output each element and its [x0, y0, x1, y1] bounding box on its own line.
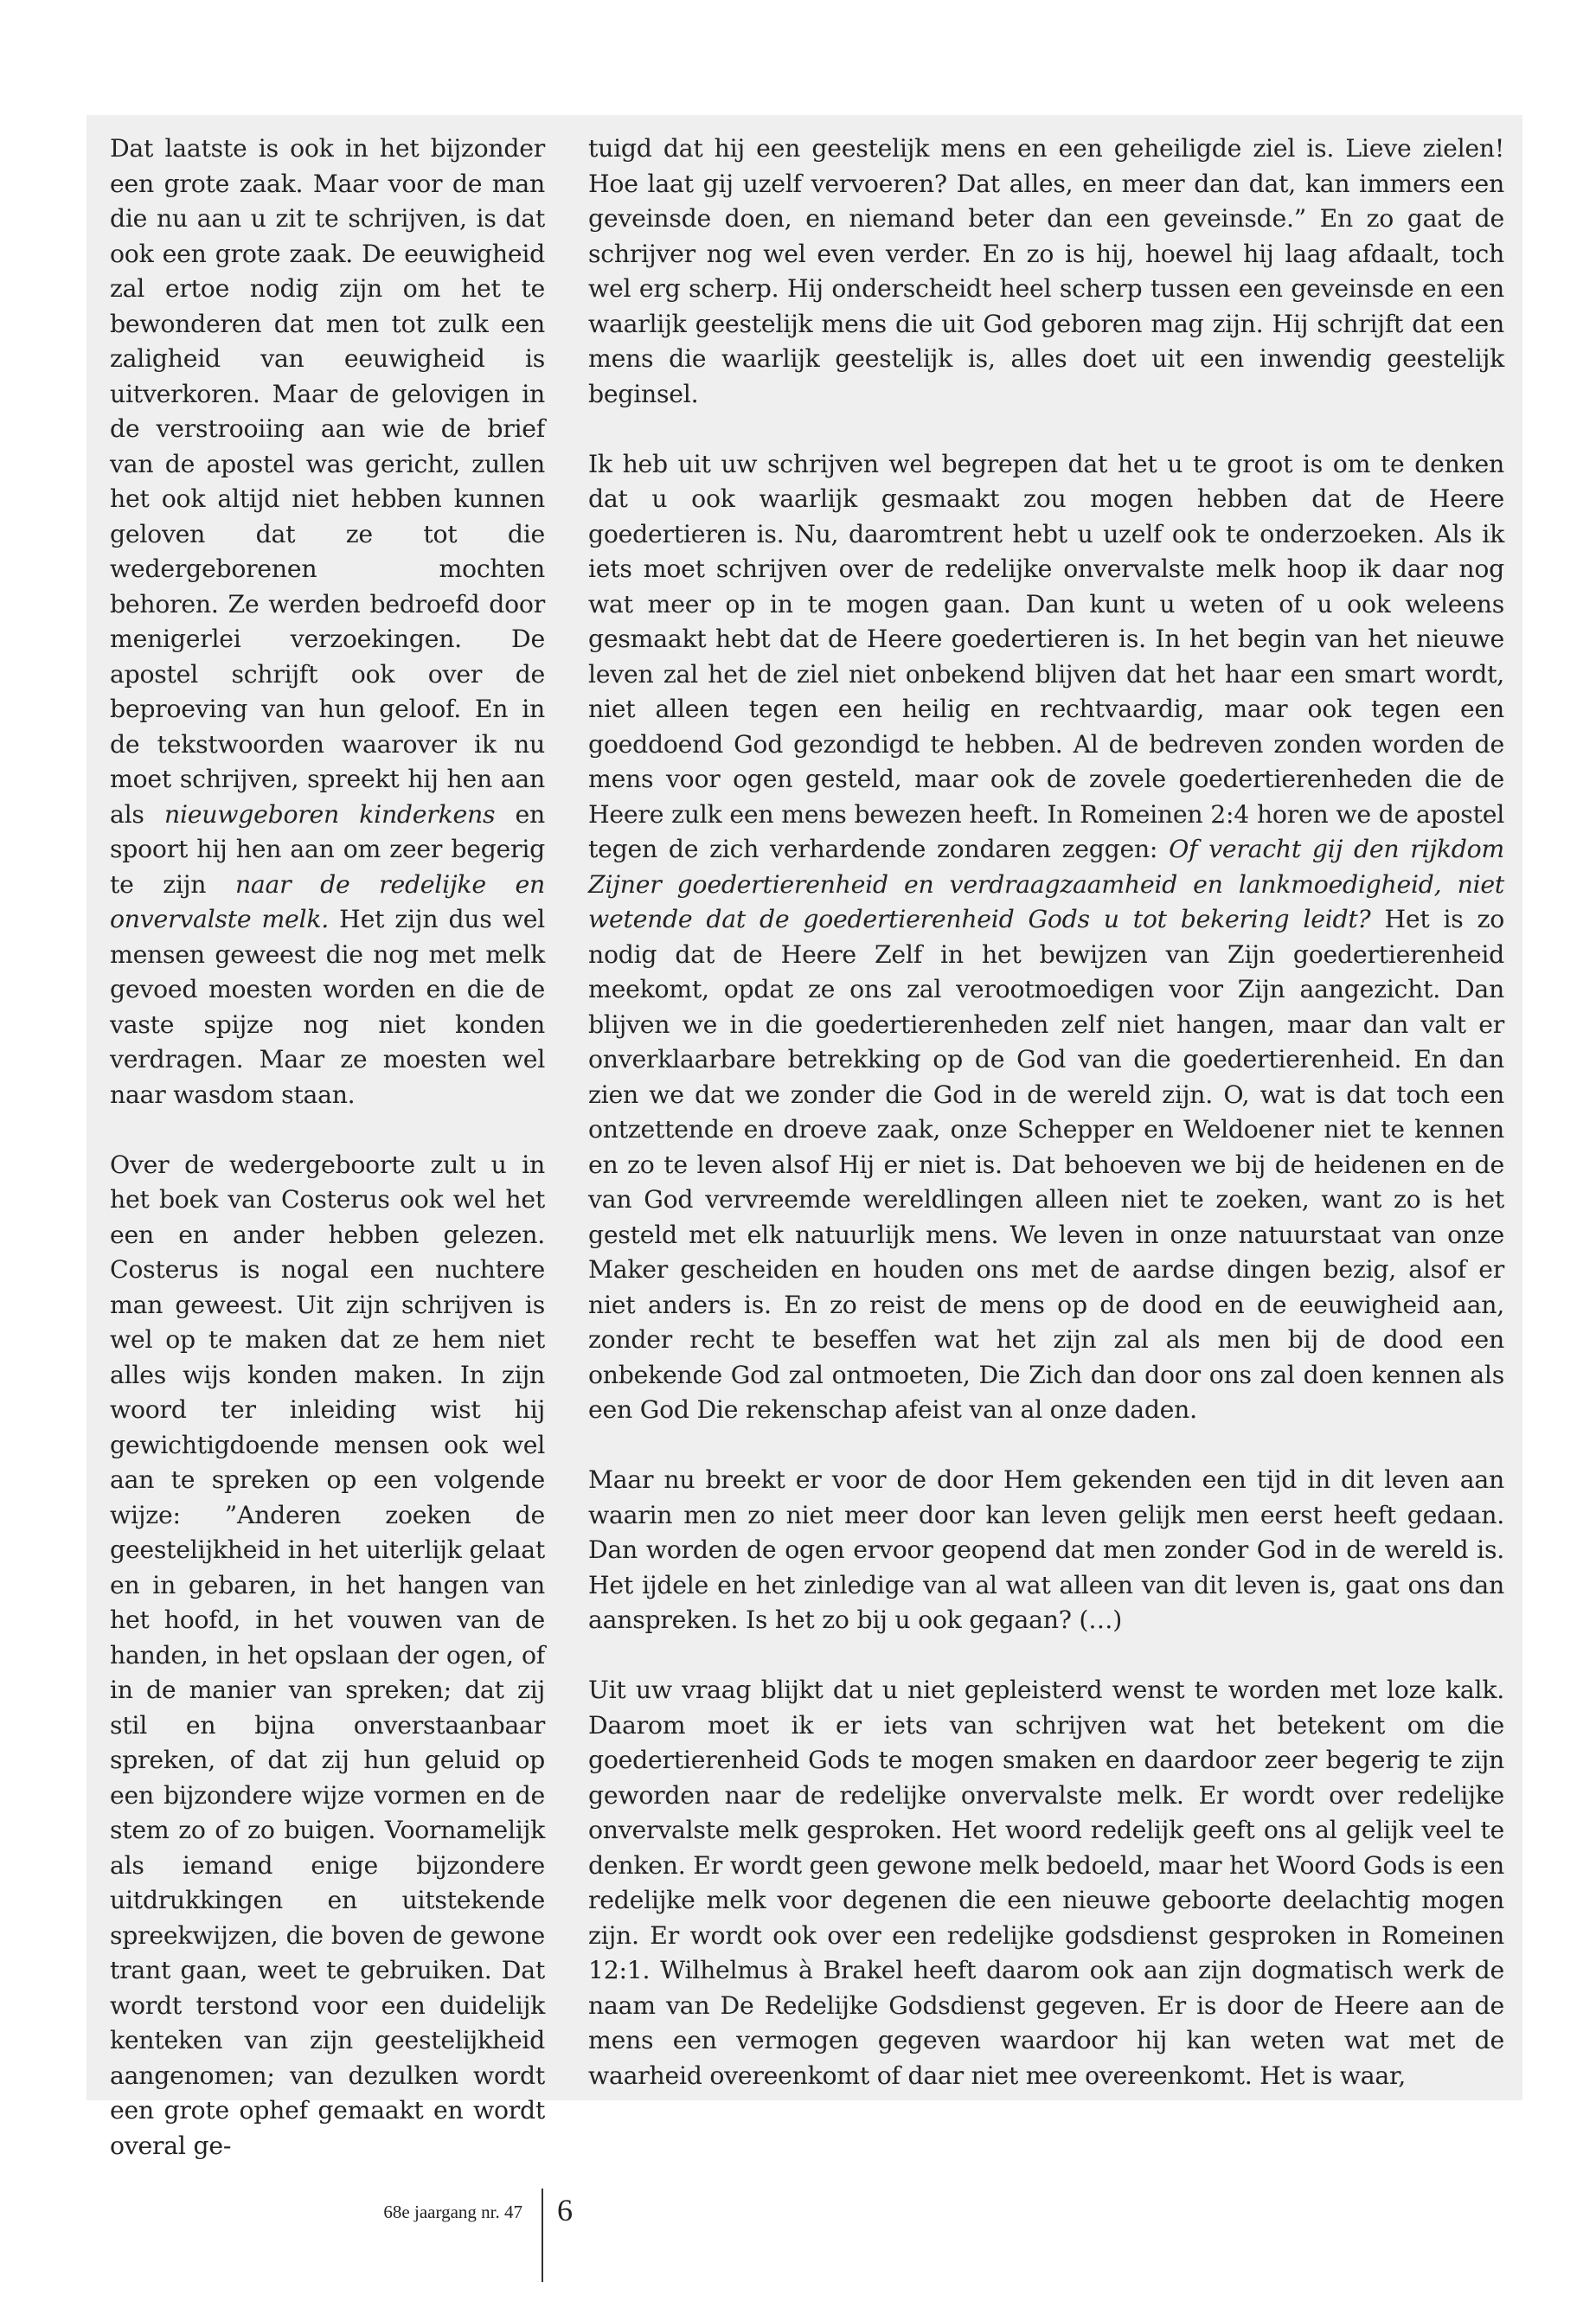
left-paragraph-1: Dat laatste is ook in het bijzonder een grote zaak. Maar voor de man die nu aan u zit te schrijven, is dat ook een grote zaak. De eeuwigheid zal ertoe nodig zijn om het te bewonderen dat men tot zulk een zaligheid van eeuwigheid is uitverkoren. Maar de gelovigen in de verstrooiing aan wie de brief van de apostel was gericht, zullen het ook altijd niet hebben kunnen geloven dat ze tot die wedergeborenen mochten behoren. Ze werden bedroefd door menigerlei verzoekingen. De apostel schrijft ook over de beproeving van hun geloof. En in de tekstwoorden waarover ik nu moet schrijven, spreekt hij hen aan als nieuwgeboren kinderkens en spoort hij hen aan om zeer begerig te zijn naar de redelijke en onvervalste melk. Het zijn dus wel mensen geweest die nog met melk gevoed moesten worden en die de vaste spijze nog niet konden verdragen. Maar ze moesten wel naar wasdom staan. [110, 134, 545, 1109]
right-paragraph-2: Ik heb uit uw schrijven wel begrepen dat het u te groot is om te denken dat u ook waarlijk gesmaakt zou mogen hebben dat de Heere goedertieren is. Nu, daaromtrent hebt u uzelf ook te onderzoeken. Als ik iets moet schrijven over de redelijke onvervalste melk hoop ik daar nog wat meer op in te mogen gaan. Dan kunt u weten of u ook weleens gesmaakt hebt dat de Heere goedertieren is. In het begin van het nieuwe leven zal het de ziel niet onbekend blijven dat het haar een smart wordt, niet alleen tegen een heilig en rechtvaardig, maar ook tegen een goeddoend God gezondigd te hebben. Al de bedreven zonden worden de mens voor ogen gesteld, maar ook de zovele goedertierenheden die de Heere zulk een mens bewezen heeft. In Romeinen 2:4 horen we de apostel tegen de zich verhardende zondaren zeggen: Of veracht gij den rijkdom Zijner goedertierenheid en verdraagzaamheid en lankmoedigheid, niet wetende dat de goedertierenheid Gods u tot bekering leidt? Het is zo nodig dat de Heere Zelf in het bewijzen van Zijn goedertierenheid meekomt, opdat ze ons zal verootmoedigen voor Zijn aangezicht. Dan blijven we in die goedertierenheden zelf niet hangen, maar dan valt er onverklaarbare betrekking op de God van die goedertierenheid. En dan zien we dat we zonder die God in de wereld zijn. O, wat is dat toch een ontzettende en droeve zaak, onze Schepper en Weldoener niet te kennen en zo te leven alsof Hij er niet is. Dat behoeven we bij de heidenen en de van God vervreemde wereldlingen alleen niet te zoeken, want zo is het gesteld met elk natuurlijk mens. We leven in onze natuurstaat van onze Maker gescheiden en houden ons met de aardse dingen bezig, alsof er niet anders is. En zo reist de mens op de dood en de eeuwigheid aan, zonder recht te beseffen wat het zijn zal als men bij de dood een onbekende God zal ontmoeten, Die Zich dan door ons zal doen kennen als een God Die rekenschap afeist van al onze daden. [588, 449, 1504, 1424]
issue-label: 68e jaargang nr. 47 [383, 2202, 522, 2222]
page-number: 6 [557, 2193, 573, 2227]
right-column [588, 131, 1504, 2093]
quote-redelijke-melk: naar de redelijke en onvervalste melk. [110, 869, 545, 933]
quote-romeinen-2-4: Of veracht gij den rijkdom Zijner goedertierenheid en verdraagzaamheid en lankmoedigheid, niet wetende dat de goedertierenheid Gods u tot bekering leidt? [588, 835, 1504, 933]
right-paragraph-1: tuigd dat hij een geestelijk mens en een geheiligde ziel is. Lieve zielen! Hoe laat gij uzelf vervoeren? Dat alles, en meer dan dat, kan immers een geveinsde doen, en niemand beter dan een geveinsde.” En zo gaat de schrijver nog wel even verder. En zo is hij, hoewel hij laag afdaalt, toch wel erg scherp. Hij onderscheidt heel scherp tussen een geveinsde en een waarlijk geestelijk mens die uit God geboren mag zijn. Hij schrijft dat een mens die waarlijk geestelijk is, alles doet uit een inwendig geestelijk beginsel. [588, 134, 1504, 408]
right-paragraph-3: Maar nu breekt er voor de door Hem gekenden een tijd in dit leven aan waarin men zo niet meer door kan leven gelijk men eerst heeft gedaan. Dan worden de ogen ervoor geopend dat men zonder God in de wereld is. Het ijdele en het zinledige van al wat alleen van dit leven is, gaat ons dan aanspreken. Is het zo bij u ook gegaan? (…) [588, 1465, 1504, 1634]
quote-nieuwgeboren: nieuwgeboren kinderkens [164, 799, 496, 829]
left-paragraph-2: Over de wedergeboorte zult u in het boek van Costerus ook wel het een en ander hebben gelezen. Costerus is nogal een nuchtere man geweest. Uit zijn schrijven is wel op te maken dat ze hem niet alles wijs konden maken. In zijn woord ter inleiding wist hij gewichtigdoende mensen ook wel aan te spreken op een volgende wijze: ”Anderen zoeken de geestelijkheid in het uiterlijk gelaat en in gebaren, in het hangen van het hoofd, in het vouwen van de handen, in het opslaan der ogen, of in de manier van spreken; dat zij stil en bijna onverstaanbaar spreken, of dat zij hun geluid op een bijzondere wijze vormen en de stem zo of zo buigen. Voornamelijk als iemand enige bijzondere uitdrukkingen en uitstekende spreekwijzen, die boven de gewone trant gaan, weet te gebruiken. Dat wordt terstond voor een duidelijk kenteken van zijn geestelijkheid aangenomen; van dezulken wordt een grote ophef gemaakt en wordt overal ge- [110, 1150, 545, 2160]
left-column [110, 131, 545, 2163]
right-paragraph-4: Uit uw vraag blijkt dat u niet gepleisterd wenst te worden met loze kalk. Daarom moet ik er iets van schrijven wat het betekent om die goedertierenheid Gods te mogen smaken en daardoor zeer begerig te zijn geworden naar de redelijke onvervalste melk. Er wordt over redelijke onvervalste melk gesproken. Het woord redelijk geeft ons al gelijk veel te denken. Er wordt geen gewone melk bedoeld, maar het Woord Gods is een redelijke melk voor degenen die een nieuwe geboorte deelachtig mogen zijn. Er wordt ook over een redelijke godsdienst gesproken in Romeinen 12:1. Wilhelmus à Brakel heeft daarom ook aan zijn dogmatisch werk de naam van De Redelijke Godsdienst gegeven. Er is door de Heere aan de mens een vermogen gegeven waardoor hij kan weten wat met de waarheid overeenkomt of daar niet mee overeenkomt. Het is waar, [588, 1676, 1504, 2090]
footer-divider [542, 2189, 543, 2282]
